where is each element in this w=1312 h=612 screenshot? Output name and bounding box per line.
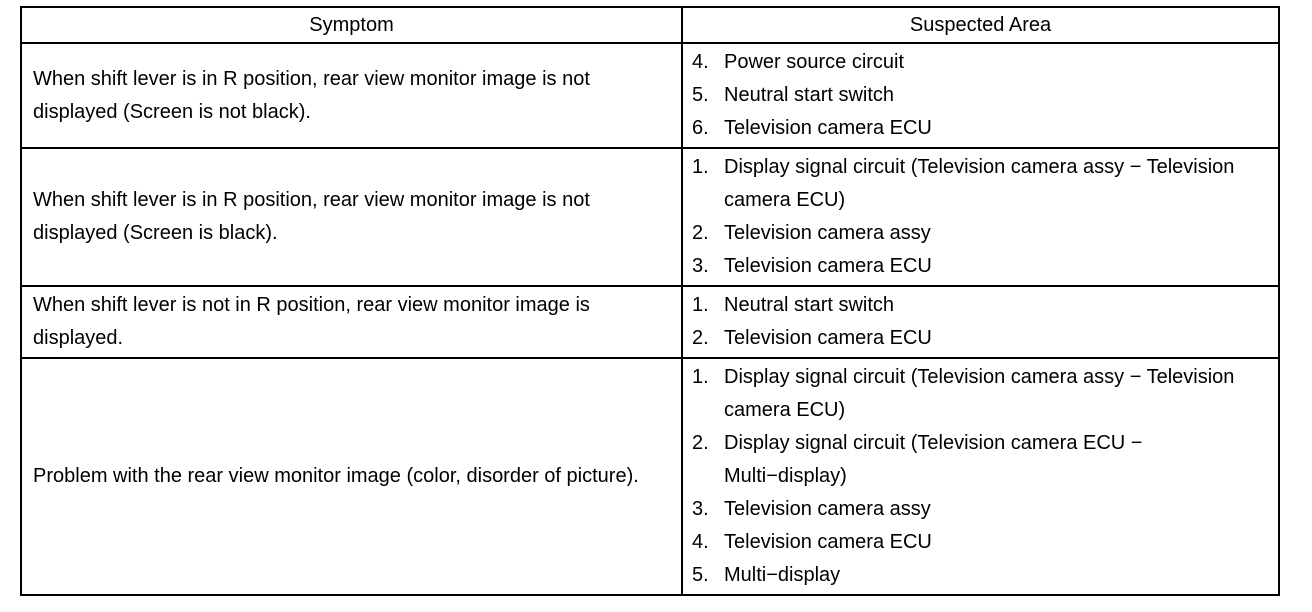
list-item: [692, 493, 1270, 526]
list-item: [692, 322, 1270, 355]
suspected-area-cell: [682, 286, 1279, 358]
header-symptom: Symptom: [21, 7, 682, 43]
item-number: 5.: [692, 564, 709, 586]
symptom-cell: When shift lever is in R position, rear view monitor image is not displayed (Screen is not black).: [21, 43, 682, 148]
suspected-area-list: [692, 289, 1270, 355]
item-text: Power source circuit: [724, 51, 905, 73]
list-item: [692, 427, 1270, 493]
symptom-cell: Problem with the rear view monitor image (color, disorder of picture).: [21, 358, 682, 595]
item-number: 4.: [692, 51, 709, 73]
list-item: [692, 559, 1270, 592]
list-item: [692, 361, 1270, 427]
list-item: [692, 151, 1270, 217]
item-number: 1.: [692, 156, 709, 178]
suspected-area-cell: [682, 43, 1279, 148]
suspected-area-list: [692, 361, 1270, 592]
list-item: [692, 79, 1270, 112]
item-text: Neutral start switch: [724, 294, 895, 316]
suspected-area-cell: [682, 148, 1279, 286]
list-item: [692, 46, 1270, 79]
item-text: Neutral start switch: [724, 84, 895, 106]
item-number: 3.: [692, 498, 709, 520]
list-item: [692, 112, 1270, 145]
item-text: Multi−display: [724, 564, 841, 586]
item-number: 5.: [692, 84, 709, 106]
suspected-area-cell: [682, 358, 1279, 595]
item-number: 1.: [692, 294, 709, 316]
header-row: [21, 7, 1279, 43]
item-number: 1.: [692, 366, 709, 388]
list-item: [692, 289, 1270, 322]
item-text: Display signal circuit (Television camera assy − Television camera ECU): [724, 366, 1235, 421]
item-text: Television camera assy: [724, 222, 931, 244]
table-row: [21, 43, 1279, 148]
item-text: Television camera assy: [724, 498, 931, 520]
item-text: Television camera ECU: [724, 531, 932, 553]
item-text: Display signal circuit (Television camera ECU − Multi−display): [724, 432, 1143, 487]
item-number: 2.: [692, 327, 709, 349]
list-item: [692, 250, 1270, 283]
table-row: [21, 286, 1279, 358]
list-item: [692, 526, 1270, 559]
table-row: [21, 148, 1279, 286]
symptom-table: [20, 6, 1280, 596]
item-number: 2.: [692, 432, 709, 454]
header-suspected-area: Suspected Area: [682, 7, 1279, 43]
symptom-cell: When shift lever is in R position, rear view monitor image is not displayed (Screen is black).: [21, 148, 682, 286]
item-number: 3.: [692, 255, 709, 277]
item-text: Display signal circuit (Television camera assy − Television camera ECU): [724, 156, 1235, 211]
item-text: Television camera ECU: [724, 327, 932, 349]
list-item: [692, 217, 1270, 250]
item-number: 4.: [692, 531, 709, 553]
item-number: 6.: [692, 117, 709, 139]
symptom-cell: When shift lever is not in R position, rear view monitor image is displayed.: [21, 286, 682, 358]
item-text: Television camera ECU: [724, 255, 932, 277]
item-number: 2.: [692, 222, 709, 244]
suspected-area-list: [692, 46, 1270, 145]
item-text: Television camera ECU: [724, 117, 932, 139]
suspected-area-list: [692, 151, 1270, 283]
table-row: [21, 358, 1279, 595]
